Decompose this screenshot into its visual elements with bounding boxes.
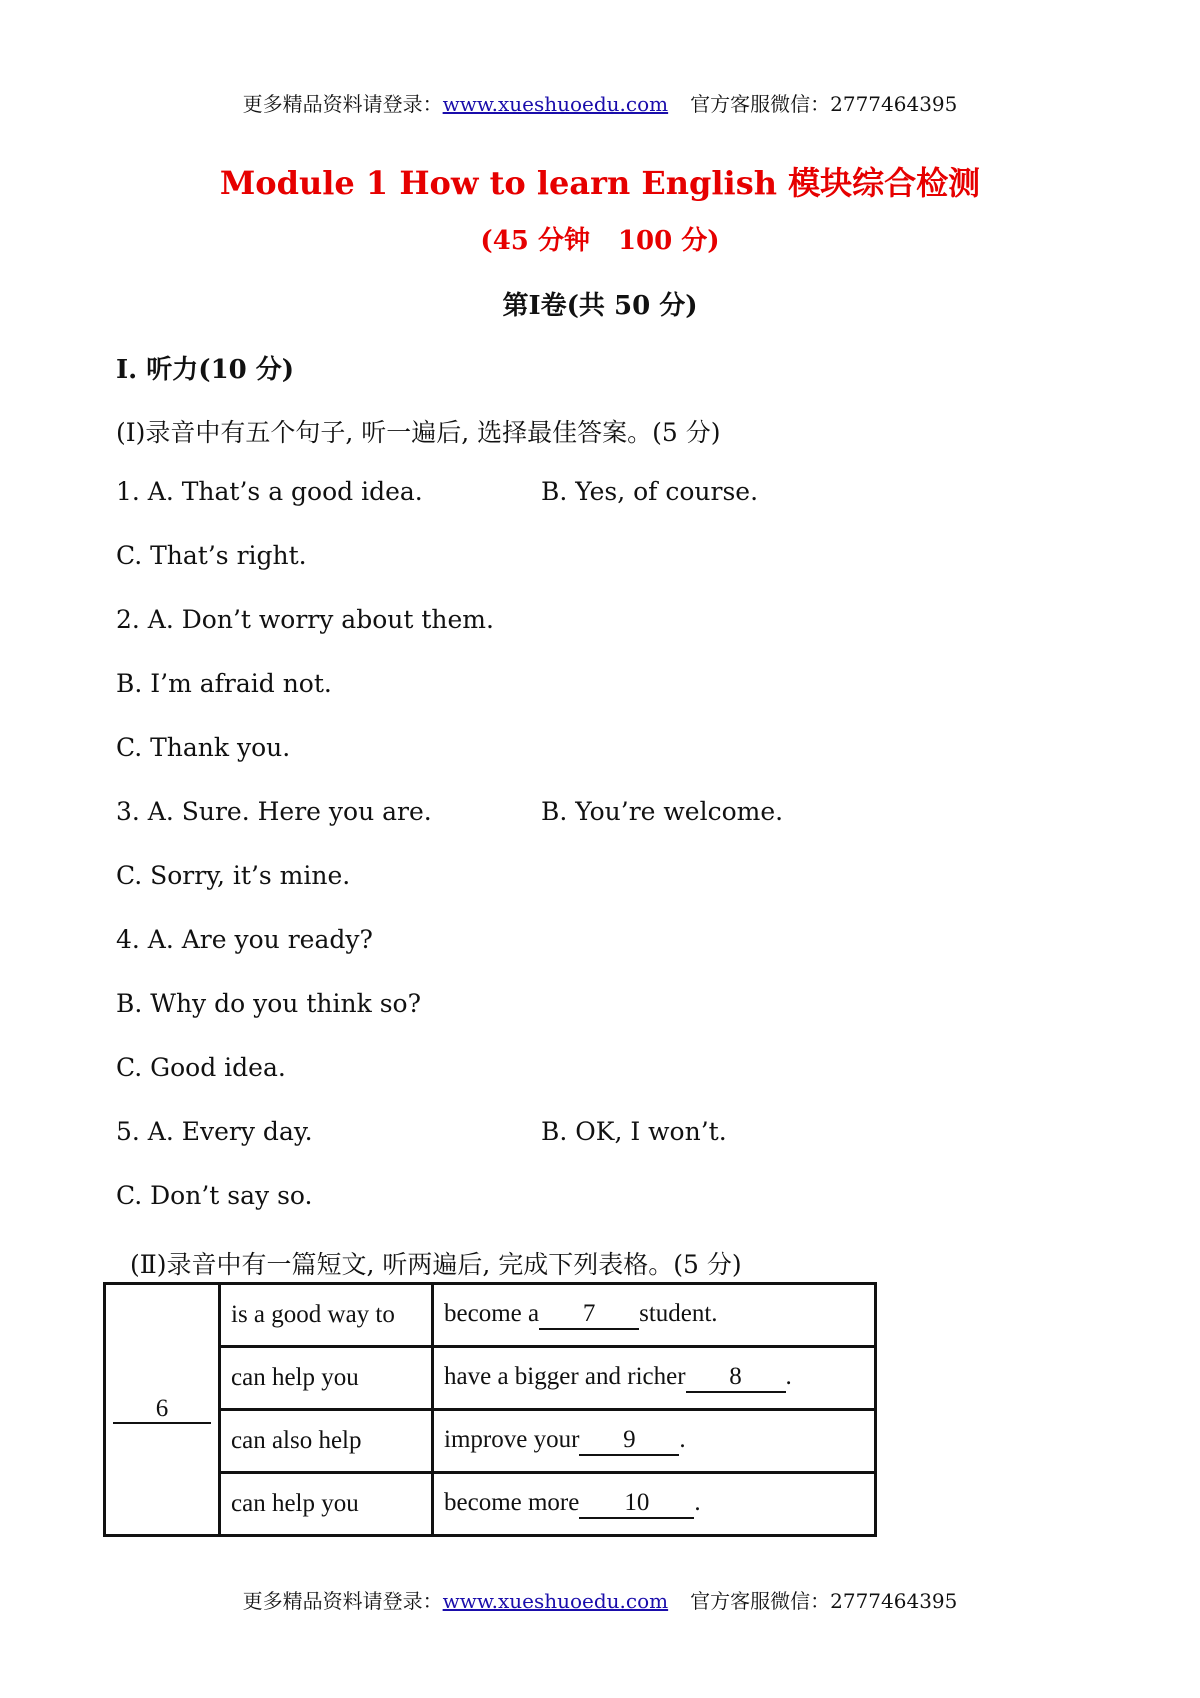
document-subtitle [0, 220, 1200, 257]
cell-text-pre: become a [444, 1300, 540, 1328]
part-heading: 第Ⅰ卷(共 50 分) [502, 291, 698, 321]
q3-option-a: 3. A. Sure. Here you are. [116, 797, 432, 826]
q2-option-a: 2. A. Don’t worry about them. [116, 605, 494, 634]
q5-option-c: C. Don’t say so. [116, 1181, 313, 1210]
q1-option-b: B. Yes, of course. [541, 477, 759, 506]
footer-link[interactable]: www.xueshuoedu.com [442, 1589, 669, 1613]
table-cell-mid: can also help [220, 1410, 433, 1473]
cell-text-post: student. [639, 1300, 718, 1328]
sub-instruction-1: (Ⅰ)录音中有五个句子, 听一遍后, 选择最佳答案。(5 分) [116, 418, 721, 447]
q1-option-a: 1. A. That’s a good idea. [116, 477, 423, 506]
total-score: 100 分) [617, 226, 720, 256]
blank-8[interactable]: 8 [686, 1363, 786, 1393]
blank-7[interactable]: 7 [539, 1300, 639, 1330]
header-link[interactable]: www.xueshuoedu.com [442, 92, 669, 116]
table-cell-left [105, 1284, 220, 1536]
table-row [105, 1347, 876, 1410]
q5-option-b: B. OK, I won’t. [541, 1117, 727, 1146]
q2-option-b: B. I’m afraid not. [116, 669, 332, 698]
sub-instruction-2: (Ⅱ)录音中有一篇短文, 听两遍后, 完成下列表格。(5 分) [130, 1250, 742, 1279]
cell-text-post: . [679, 1426, 686, 1454]
table-cell-mid: can help you [220, 1347, 433, 1410]
table-cell-mid: is a good way to [220, 1284, 433, 1347]
listening-table [103, 1282, 877, 1537]
q2-option-c: C. Thank you. [116, 733, 291, 762]
header-prefix: 更多精品资料请登录： [242, 92, 443, 116]
cell-text-post: . [694, 1489, 701, 1517]
q3-option-b: B. You’re welcome. [541, 797, 784, 826]
table-cell-right [433, 1410, 876, 1473]
q1-option-c: C. That’s right. [116, 541, 307, 570]
page-header-bottom [0, 1585, 1200, 1614]
cell-text-post: . [785, 1363, 792, 1391]
time-limit: (45 分钟 [480, 226, 590, 256]
table-row [105, 1410, 876, 1473]
header-wechat: 官方客服微信：2777464395 [690, 92, 958, 116]
table-cell-right [433, 1284, 876, 1347]
section-heading-listening: Ⅰ. 听力(10 分) [116, 355, 295, 385]
blank-10[interactable]: 10 [579, 1489, 694, 1519]
table-row [105, 1284, 876, 1347]
cell-text-pre: become more [444, 1489, 580, 1517]
document-title: Module 1 How to learn English 模块综合检测 [219, 164, 981, 202]
table-row [105, 1473, 876, 1536]
q3-option-c: C. Sorry, it’s mine. [116, 861, 351, 890]
table-cell-mid: can help you [220, 1473, 433, 1536]
q4-option-a: 4. A. Are you ready? [116, 925, 373, 954]
q4-option-c: C. Good idea. [116, 1053, 286, 1082]
cell-text-pre: improve your [444, 1426, 580, 1454]
page-header-top [0, 88, 1200, 117]
table-cell-right [433, 1347, 876, 1410]
blank-9[interactable]: 9 [579, 1426, 679, 1456]
q4-option-b: B. Why do you think so? [116, 989, 421, 1018]
blank-6[interactable]: 6 [113, 1395, 211, 1425]
cell-text-pre: have a bigger and richer [444, 1363, 686, 1391]
table-cell-right [433, 1473, 876, 1536]
footer-wechat: 官方客服微信：2777464395 [690, 1589, 958, 1613]
q5-option-a: 5. A. Every day. [116, 1117, 313, 1146]
footer-prefix: 更多精品资料请登录： [242, 1589, 443, 1613]
